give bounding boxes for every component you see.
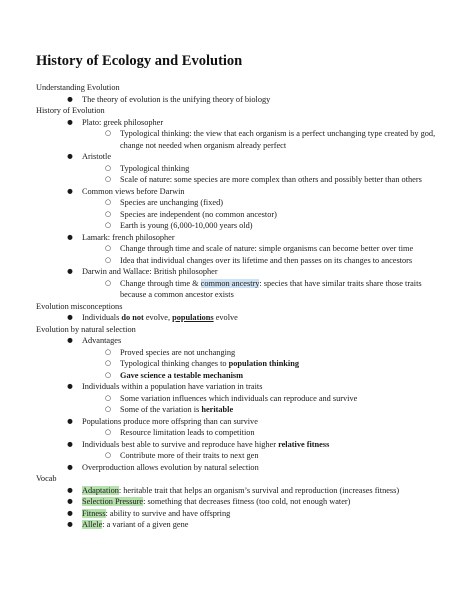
filled-circle-bullet-icon: ● [67,508,73,517]
item-text: Typological thinking changes to [120,359,229,368]
bold-text: heritable [201,405,234,414]
item-text: : ability to survive and have offspring [105,508,231,518]
sub-bullet-item [36,278,441,301]
bullet-item [36,335,441,347]
sub-bullet-item [36,220,441,232]
item-text: Change through time and scale of nature: simple organisms can become better over time [120,244,414,253]
bullet-item [36,151,441,163]
sub-bullet-item [36,450,441,462]
hollow-circle-bullet-icon: ○ [104,209,112,218]
filled-circle-bullet-icon: ● [67,152,73,160]
item-text: Plato: greek philosopher [82,117,164,127]
bullet-item [36,485,441,497]
heading-text: Evolution misconceptions [36,301,123,311]
hollow-circle-bullet-icon: ○ [104,244,112,252]
bullet-item [36,94,441,106]
hollow-circle-bullet-icon: ○ [104,255,112,264]
item-text: Advantages [82,336,122,345]
bullet-item [36,462,441,474]
item-text: Common views before Darwin [82,186,185,196]
heading-text: Understanding Evolution [36,83,120,92]
sub-bullet-item [36,370,441,382]
bullet-item [36,266,441,278]
filled-circle-bullet-icon: ● [67,94,73,103]
sub-bullet-item [36,427,441,439]
filled-circle-bullet-icon: ● [67,497,73,505]
bold-text: Gave science a testable mechanism [120,370,244,380]
bullet-item [36,117,441,129]
bold-underlined-text: populations [172,313,214,322]
item-text: Individuals within a population have variation in traits [82,382,263,391]
document-title: History of Ecology and Evolution [36,53,243,69]
filled-circle-bullet-icon: ● [67,232,73,241]
item-text: Lamark: french philosopher [82,232,175,242]
item-text: Idea that individual changes over its lifetime and then passes on its changes to ancestors [120,255,413,265]
item-text: : heritable trait that helps an organism’s survival and reproduction (increases fitness) [118,485,400,495]
filled-circle-bullet-icon: ● [67,267,73,275]
heading-text: Vocab [36,474,57,483]
section-heading [36,105,441,117]
hollow-circle-bullet-icon: ○ [104,129,112,137]
item-text: Species are independent (no common ancestor) [120,209,277,219]
section-heading [36,301,441,313]
bullet-item [36,519,441,531]
sub-bullet-item [36,197,441,209]
sub-bullet-item [36,128,441,151]
highlighted-term: Fitness [82,508,106,518]
item-text: Some variation influences which individuals can reproduce and survive [120,393,358,403]
item-text: Change through time & [120,278,201,288]
filled-circle-bullet-icon: ● [67,416,73,425]
filled-circle-bullet-icon: ● [67,485,73,494]
hollow-circle-bullet-icon: ○ [104,405,112,413]
item-text: Typological thinking: the view that each organism is a perfect unchanging type created by god, change not needed when organism already perfect [120,129,436,150]
heading-text: Evolution by natural selection [36,324,136,334]
bullet-item [36,232,441,244]
item-text: The theory of evolution is the unifying theory of biology [82,94,271,104]
sub-bullet-item [36,347,441,359]
section-heading [36,82,441,94]
item-text: : a variant of a given gene [102,520,189,529]
filled-circle-bullet-icon: ● [67,313,73,321]
item-text: Populations produce more offspring than can survive [82,416,258,426]
item-text: Aristotle [82,152,112,161]
filled-circle-bullet-icon: ● [67,520,73,528]
hollow-circle-bullet-icon: ○ [104,393,112,402]
hollow-circle-bullet-icon: ○ [104,198,112,206]
highlighted-term: Adaptation [82,485,119,495]
filled-circle-bullet-icon: ● [67,382,73,390]
bullet-item [36,186,441,198]
item-text: : species that have similar traits share those traits because a common ancestor exists [120,278,422,299]
sub-bullet-item [36,243,441,255]
bold-text: do not [121,313,144,322]
filled-circle-bullet-icon: ● [67,336,73,344]
heading-text: History of Evolution [36,106,105,115]
hollow-circle-bullet-icon: ○ [104,163,112,172]
highlighted-term: Selection Pressure [82,497,144,506]
hollow-circle-bullet-icon: ○ [104,278,112,287]
notes-body [36,82,441,531]
hollow-circle-bullet-icon: ○ [104,428,112,436]
item-text: evolve [213,313,238,322]
bold-text: relative fitness [278,439,330,449]
sub-bullet-item [36,163,441,175]
item-text: Some of the variation is [120,405,202,414]
filled-circle-bullet-icon: ● [67,439,73,448]
item-text: Resource limitation leads to competition [120,428,255,437]
item-text: Contribute more of their traits to next gen [120,451,259,460]
item-text: Individuals [82,313,122,322]
item-text: evolve, [143,313,173,322]
item-text: Typological thinking [120,163,190,173]
item-text: Overproduction allows evolution by natural selection [82,462,259,472]
highlighted-term: Allele [82,520,103,529]
hollow-circle-bullet-icon: ○ [104,221,112,229]
bullet-item [36,381,441,393]
hollow-circle-bullet-icon: ○ [104,347,112,356]
hollow-circle-bullet-icon: ○ [104,451,112,459]
filled-circle-bullet-icon: ● [67,117,73,126]
hollow-circle-bullet-icon: ○ [104,370,112,379]
filled-circle-bullet-icon: ● [67,186,73,195]
bold-text: population thinking [228,359,299,368]
sub-bullet-item [36,393,441,405]
sub-bullet-item [36,255,441,267]
item-text: Earth is young (6,000-10,000 years old) [120,221,253,230]
bullet-item [36,496,441,508]
item-text: Darwin and Wallace: British philosopher [82,267,218,276]
bullet-item [36,416,441,428]
section-heading [36,324,441,336]
filled-circle-bullet-icon: ● [67,462,73,471]
bullet-item [36,508,441,520]
item-text: : something that decreases fitness (too cold, not enough water) [143,497,351,506]
sub-bullet-item [36,174,441,186]
sub-bullet-item [36,404,441,416]
item-text: Scale of nature: some species are more complex than others and possibly better than others [120,175,422,184]
sub-bullet-item [36,358,441,370]
bullet-item [36,312,441,324]
item-text: Proved species are not unchanging [120,347,236,357]
section-heading [36,473,441,485]
bullet-item [36,439,441,451]
hollow-circle-bullet-icon: ○ [104,359,112,367]
sub-bullet-item [36,209,441,221]
item-text: Individuals best able to survive and reproduce have higher [82,439,279,449]
highlighted-term: common ancestry [200,278,260,288]
item-text: Species are unchanging (fixed) [120,198,223,207]
hollow-circle-bullet-icon: ○ [104,175,112,183]
